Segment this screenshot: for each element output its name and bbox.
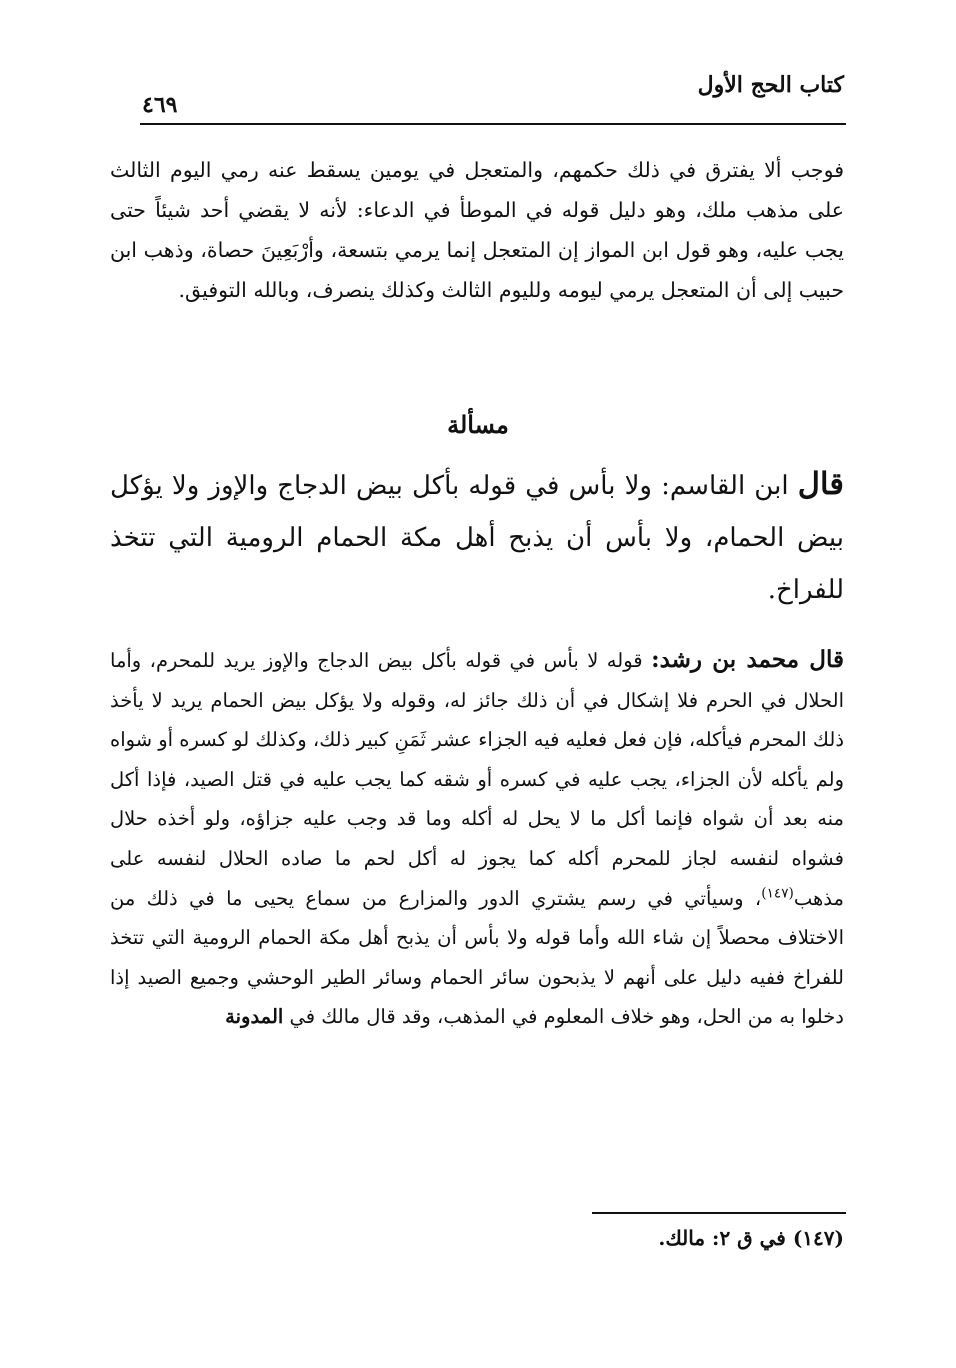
footnote-rule bbox=[592, 1212, 846, 1214]
answer-text-a: قوله لا بأس في قوله بأكل بيض الدجاج والإوز يريد للمحرم، وأما الحلال في الحرم فلا إشكال في أن ذلك جائز له، وقوله ولا يؤكل بيض الحمام يريد لا يأخذ ذلك المحرم فيأكله، فإن فعل فعليه فيه الجزاء عشر ثَمَنِ كبير ذلك، وكذلك لو كسره أو شواه ولم يأكله لأن الجزاء، يجب عليه في كسره أو شقه كما يجب عليه في قتل الصيد، فإذا أكل منه بعد أن شواه فإنما أكل ما لا يحل له أكله وما قد وجب عليه جزاؤه، ولو أخذه حلال فشواه لنفسه لجاز للمحرم أكله كما يجوز له أكل لحم ما صاده الحلال لنفسه على مذهب bbox=[110, 649, 844, 910]
section-title: مسألة bbox=[447, 410, 509, 439]
answer-paragraph bbox=[110, 640, 844, 1037]
question-text: ابن القاسم: ولا بأس في قوله بأكل بيض الدجاج والإوز ولا يؤكل بيض الحمام، ولا بأس أن يذبح أهل مكة الحمام الرومية التي تتخذ للفراخ. bbox=[110, 471, 844, 605]
question-lead: قال bbox=[797, 466, 845, 502]
page-number: ٤٦٩ bbox=[142, 92, 178, 118]
answer-text-c: المدونة bbox=[225, 1005, 284, 1029]
paragraph-1: فوجب ألا يفترق في ذلك حكمهم، والمتعجل في يومين يسقط عنه رمي اليوم الثالث على مذهب ملك، وهو دليل قوله في الموطأ في الدعاء: لأنه لا يقضي أحد شيئاً حتى يجب عليه، وهو قول ابن المواز إن المتعجل إنما يرمي بتسعة، وأرْبَعِينَ حصاة، وذهب ابن حبيب إلى أن المتعجل يرمي ليومه ولليوم الثالث وكذلك ينصرف، وبالله التوفيق. bbox=[110, 158, 844, 302]
running-title: كتاب الحج الأول bbox=[697, 72, 844, 98]
footnote: (١٤٧) في ق ٢: مالك. bbox=[658, 1226, 844, 1250]
question-paragraph bbox=[110, 458, 844, 616]
footnote-reference: (١٤٧) bbox=[761, 885, 794, 902]
answer-text-b: ، وسيأتي في رسم يشتري الدور والمزارع من سماع يحيى ما في ذلك من الاختلاف محصلاً إن شاء الله وأما قوله ولا بأس أن يذبح أهل مكة الحمام الرومية التي تتخذ للفراخ ففيه دليل على أنهم لا يذبحون سائر الحمام وسائر الطير الوحشي وجميع الصيد إذا دخلوا به من الحل، وهو خلاف المعلوم في المذهب، وقد قال مالك في bbox=[110, 886, 844, 1029]
header-rule bbox=[140, 123, 846, 125]
answer-lead: قال محمد بن رشد: bbox=[651, 646, 844, 673]
